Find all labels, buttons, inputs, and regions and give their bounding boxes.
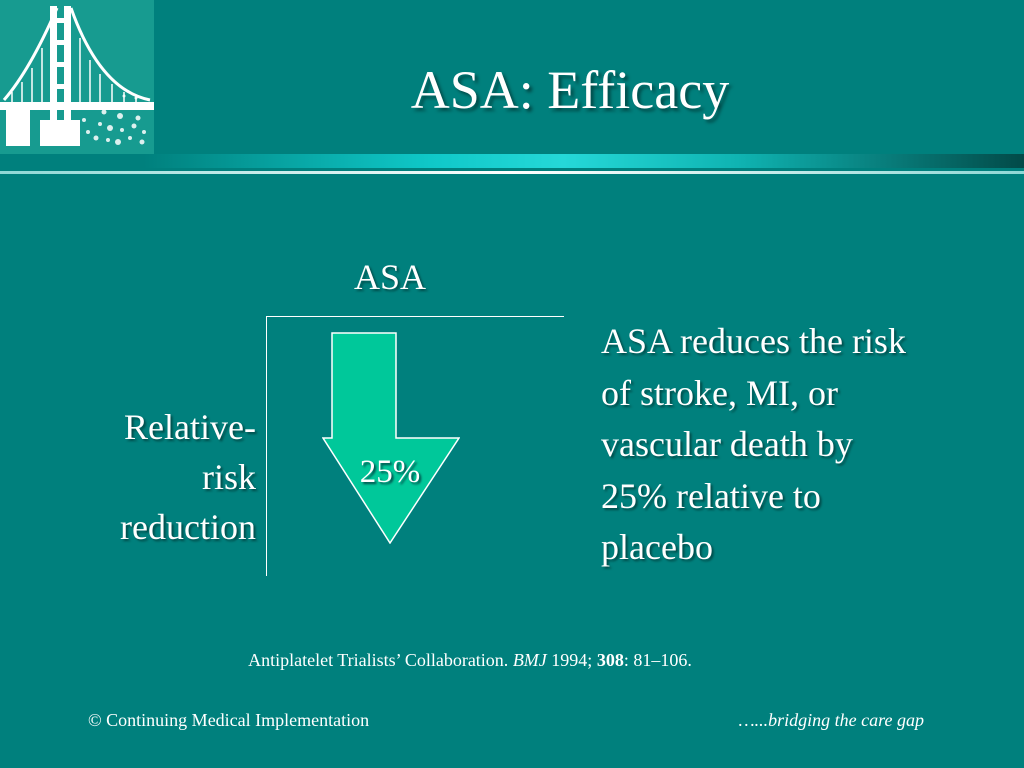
down-arrow-icon [322,332,460,544]
title-divider-line [0,171,1024,174]
citation [100,648,840,672]
arrow-value-label: 25% [359,454,421,490]
citation-pages: : 81–106. [623,650,692,670]
footer-tagline: …...bridging the care gap [738,710,924,730]
efficacy-statement: ASA reduces the risk of stroke, MI, or vascular death by 25% relative to placebo [601,321,906,567]
row-label [70,402,256,552]
title-divider-bar [0,154,1024,168]
row-label-line: reduction [120,507,256,547]
column-header: ASA [353,257,427,297]
citation-journal: BMJ [512,650,547,670]
table-top-rule [267,316,564,317]
footer-copyright: © Continuing Medical Implementation [88,710,370,730]
citation-authors: Antiplatelet Trialists’ Collaboration. [248,650,509,670]
row-label-line: Relative- [124,407,256,447]
citation-year: 1994; [551,650,593,670]
slide-title: ASA: Efficacy [410,60,730,120]
citation-volume: 308 [596,650,624,670]
table-left-rule [266,316,267,576]
logo [0,0,154,154]
row-label-line: risk [202,457,256,497]
golden-gate-bridge-icon [0,0,154,154]
